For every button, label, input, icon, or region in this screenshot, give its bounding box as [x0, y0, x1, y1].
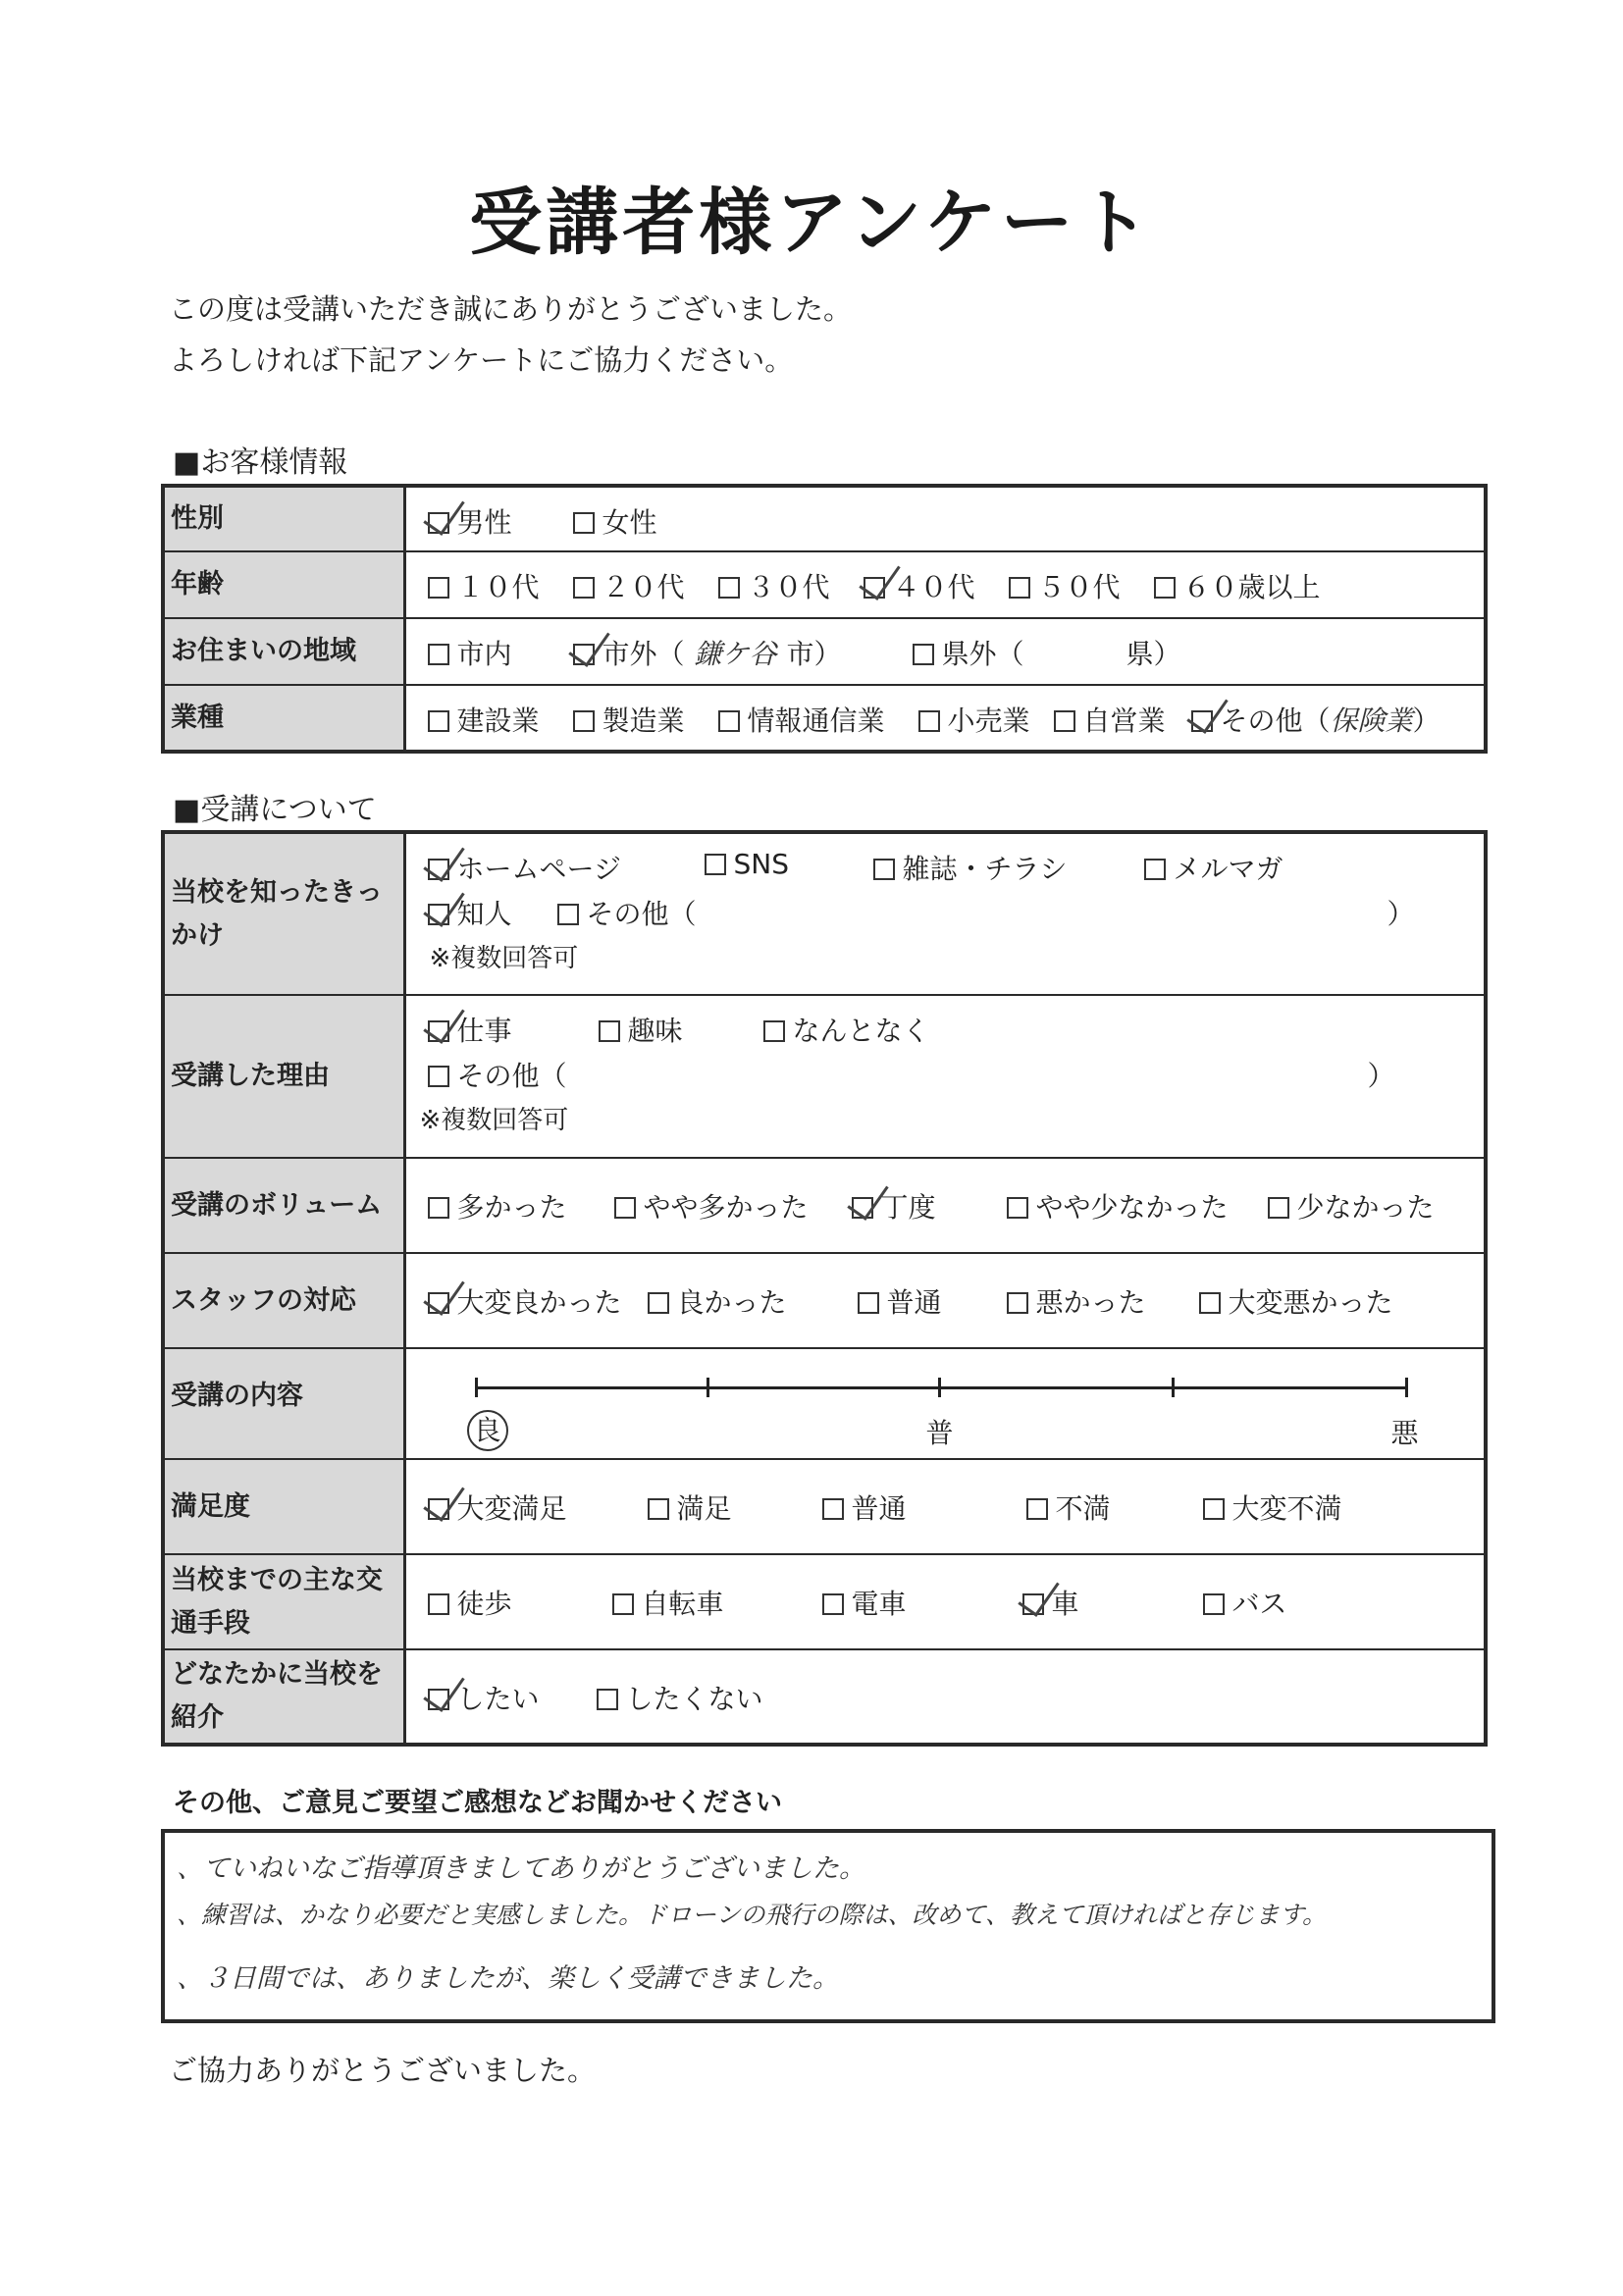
transport-car[interactable]: 車 — [1022, 1583, 1079, 1622]
scale-tick — [707, 1378, 709, 1397]
refer-label: どなたかに当校を紹介 — [163, 1649, 404, 1745]
how-know-note: ※複数回答可 — [429, 944, 579, 973]
industry-manufacturing[interactable]: 製造業 — [573, 700, 685, 739]
age-60plus[interactable]: ６０歳以上 — [1154, 566, 1321, 605]
age-50s[interactable]: ５０代 — [1009, 566, 1121, 605]
transport-train[interactable]: 電車 — [822, 1583, 907, 1622]
volume-somewhat-much[interactable]: やや多かった — [614, 1186, 809, 1226]
checkbox-icon — [1054, 710, 1075, 732]
comment-line-2: 、練習は、かなり必要だと実感しました。ドローンの飛行の際は、改めて、教えて頂ければと存じます。 — [177, 1901, 1328, 1929]
region-outer[interactable]: 市外（ 鎌ケ谷 市） — [573, 633, 842, 672]
industry-it[interactable]: 情報通信業 — [718, 700, 885, 739]
region-options — [404, 618, 1486, 685]
satisfaction-dissatisfied[interactable]: 不満 — [1026, 1487, 1111, 1527]
customer-info-table — [161, 484, 1488, 754]
checkbox-icon — [599, 1020, 620, 1042]
page-title: 受講者様アンケート — [469, 181, 1154, 265]
industry-other-handwritten: 保険業 — [1330, 704, 1413, 737]
comment-heading: その他、ご意見ご要望ご感想などお聞かせください — [173, 1788, 782, 1818]
checkbox-icon — [718, 577, 740, 599]
reason-work[interactable]: 仕事 — [428, 1010, 512, 1049]
checkbox-icon — [1203, 1593, 1225, 1615]
how-other[interactable]: その他（ — [557, 893, 697, 932]
satisfaction-very[interactable]: 大変満足 — [428, 1487, 567, 1527]
intro-line-1: この度は受講いただき誠にありがとうございました。 — [169, 292, 853, 326]
how-magazine[interactable]: 雑誌・チラシ — [873, 848, 1068, 887]
scale-tick — [938, 1378, 941, 1397]
transport-bicycle[interactable]: 自転車 — [612, 1583, 724, 1622]
volume-somewhat-little[interactable]: やや少なかった — [1007, 1186, 1229, 1226]
scale-bad[interactable]: 悪 — [1390, 1417, 1419, 1449]
checkbox-icon — [718, 710, 740, 732]
checkbox-icon — [1199, 1292, 1221, 1314]
checkbox-icon — [1009, 577, 1030, 599]
checkbox-icon — [1268, 1197, 1289, 1219]
checkbox-icon — [573, 577, 595, 599]
age-10s[interactable]: １０代 — [428, 566, 540, 605]
volume-just-right[interactable]: 丁度 — [852, 1186, 936, 1226]
checkbox-icon — [1007, 1197, 1028, 1219]
transport-walk[interactable]: 徒歩 — [428, 1583, 512, 1622]
scale-line — [475, 1386, 1407, 1389]
reason-note: ※複数回答可 — [419, 1106, 569, 1135]
age-20s[interactable]: ２０代 — [573, 566, 685, 605]
age-options — [404, 551, 1486, 618]
checkbox-icon — [1144, 859, 1166, 880]
satisfaction-label: 満足度 — [163, 1459, 404, 1554]
reason-somehow[interactable]: なんとなく — [763, 1010, 930, 1049]
checkbox-icon — [573, 710, 595, 732]
checkbox-icon — [1191, 710, 1213, 732]
how-other-close: ） — [1387, 898, 1415, 930]
checkbox-icon — [428, 512, 449, 534]
transport-options — [404, 1554, 1486, 1649]
checkbox-icon — [612, 1593, 634, 1615]
region-pref[interactable]: 県外（ 県） — [913, 633, 1181, 672]
how-mailmag[interactable]: メルマガ — [1144, 848, 1283, 887]
scale-tick — [475, 1378, 478, 1397]
reason-options — [404, 995, 1486, 1158]
how-know-options — [404, 832, 1486, 995]
industry-retail[interactable]: 小売業 — [918, 700, 1030, 739]
volume-label: 受講のボリューム — [163, 1158, 404, 1253]
age-40s[interactable]: ４０代 — [864, 566, 975, 605]
checkbox-icon — [557, 904, 579, 925]
volume-options — [404, 1158, 1486, 1253]
checkbox-icon — [918, 710, 940, 732]
checkbox-icon — [614, 1197, 636, 1219]
satisfaction-options — [404, 1459, 1486, 1554]
industry-other[interactable]: その他（保険業） — [1191, 700, 1440, 739]
scale-good[interactable]: 良 — [467, 1410, 508, 1451]
checkbox-icon — [428, 859, 449, 880]
checkbox-icon — [573, 512, 595, 534]
industry-construction[interactable]: 建設業 — [428, 700, 540, 739]
staff-very-bad[interactable]: 大変悪かった — [1199, 1281, 1393, 1321]
checkbox-icon — [428, 904, 449, 925]
checkbox-icon — [858, 1292, 879, 1314]
transport-bus[interactable]: バス — [1203, 1583, 1287, 1622]
how-know-label: 当校を知ったきっかけ — [163, 832, 404, 995]
checkbox-icon — [428, 1689, 449, 1710]
satisfaction-normal[interactable]: 普通 — [822, 1487, 907, 1527]
checkbox-icon — [428, 644, 449, 665]
how-acquaintance[interactable]: 知人 — [428, 893, 512, 932]
course-table — [161, 830, 1488, 1747]
checkbox-icon — [852, 1197, 873, 1219]
section-course: ■受講について — [173, 793, 377, 827]
region-city-handwritten: 鎌ケ谷 — [694, 638, 777, 670]
checkbox-icon — [822, 1593, 844, 1615]
checkbox-icon — [1203, 1498, 1225, 1520]
checkbox-icon — [428, 1292, 449, 1314]
satisfaction-satisfied[interactable]: 満足 — [648, 1487, 732, 1527]
volume-little[interactable]: 少なかった — [1268, 1186, 1435, 1226]
industry-options — [404, 685, 1486, 752]
reason-other-close: ） — [1367, 1060, 1395, 1092]
checkbox-icon — [705, 854, 726, 875]
checkbox-icon — [763, 1020, 785, 1042]
how-sns[interactable]: SNS — [705, 848, 790, 880]
checkbox-icon — [822, 1498, 844, 1520]
gender-female[interactable]: 女性 — [573, 501, 657, 541]
gender-label: 性別 — [163, 486, 404, 551]
region-inner[interactable]: 市内 — [428, 633, 512, 672]
checkbox-icon — [1007, 1292, 1028, 1314]
satisfaction-very-dissatisfied[interactable]: 大変不満 — [1203, 1487, 1342, 1527]
staff-label: スタッフの対応 — [163, 1253, 404, 1348]
transport-label: 当校までの主な交通手段 — [163, 1554, 404, 1649]
content-scale — [404, 1348, 1486, 1459]
gender-options — [404, 486, 1486, 551]
checkbox-icon — [1022, 1593, 1044, 1615]
checkbox-icon — [1154, 577, 1176, 599]
refer-yes[interactable]: したい — [428, 1678, 540, 1717]
checkbox-icon — [428, 1593, 449, 1615]
content-label: 受講の内容 — [163, 1348, 404, 1459]
scale-neutral[interactable]: 普 — [925, 1417, 954, 1449]
checkbox-icon — [648, 1292, 669, 1314]
staff-very-good[interactable]: 大変良かった — [428, 1281, 622, 1321]
intro-line-2: よろしければ下記アンケートにご協力ください。 — [169, 343, 794, 377]
checkbox-icon — [428, 1498, 449, 1520]
industry-label: 業種 — [163, 685, 404, 752]
checkbox-icon — [873, 859, 895, 880]
reason-other[interactable]: その他（ — [428, 1055, 567, 1094]
checkbox-icon — [864, 577, 885, 599]
section-customer-info: ■お客様情報 — [173, 445, 348, 480]
checkbox-icon — [428, 1066, 449, 1087]
volume-much[interactable]: 多かった — [428, 1186, 567, 1226]
checkbox-icon — [913, 644, 934, 665]
checkbox-icon — [428, 1020, 449, 1042]
staff-options — [404, 1253, 1486, 1348]
how-homepage[interactable]: ホームページ — [428, 848, 621, 887]
region-label: お住まいの地域 — [163, 618, 404, 685]
age-30s[interactable]: ３０代 — [718, 566, 830, 605]
scale-tick — [1405, 1378, 1408, 1397]
thanks-message: ご協力ありがとうございました。 — [169, 2054, 597, 2087]
reason-label: 受講した理由 — [163, 995, 404, 1158]
scale-tick — [1172, 1378, 1175, 1397]
checkbox-icon — [428, 710, 449, 732]
staff-bad[interactable]: 悪かった — [1007, 1281, 1146, 1321]
reason-hobby[interactable]: 趣味 — [599, 1010, 683, 1049]
comment-line-1: 、ていねいなご指導頂きましてありがとうございました。 — [177, 1853, 865, 1884]
refer-no[interactable]: したくない — [597, 1678, 763, 1717]
gender-male[interactable]: 男性 — [428, 501, 512, 541]
refer-options — [404, 1649, 1486, 1745]
checkbox-icon — [428, 577, 449, 599]
checkbox-icon — [597, 1689, 618, 1710]
staff-normal[interactable]: 普通 — [858, 1281, 942, 1321]
staff-good[interactable]: 良かった — [648, 1281, 787, 1321]
comment-line-3: 、３日間では、ありましたが、楽しく受講できました。 — [177, 1963, 839, 1994]
checkbox-icon — [1026, 1498, 1048, 1520]
comment-box[interactable] — [161, 1829, 1495, 2023]
checkbox-icon — [428, 1197, 449, 1219]
age-label: 年齢 — [163, 551, 404, 618]
industry-self-employed[interactable]: 自営業 — [1054, 700, 1166, 739]
checkbox-icon — [648, 1498, 669, 1520]
checkbox-icon — [573, 644, 595, 665]
